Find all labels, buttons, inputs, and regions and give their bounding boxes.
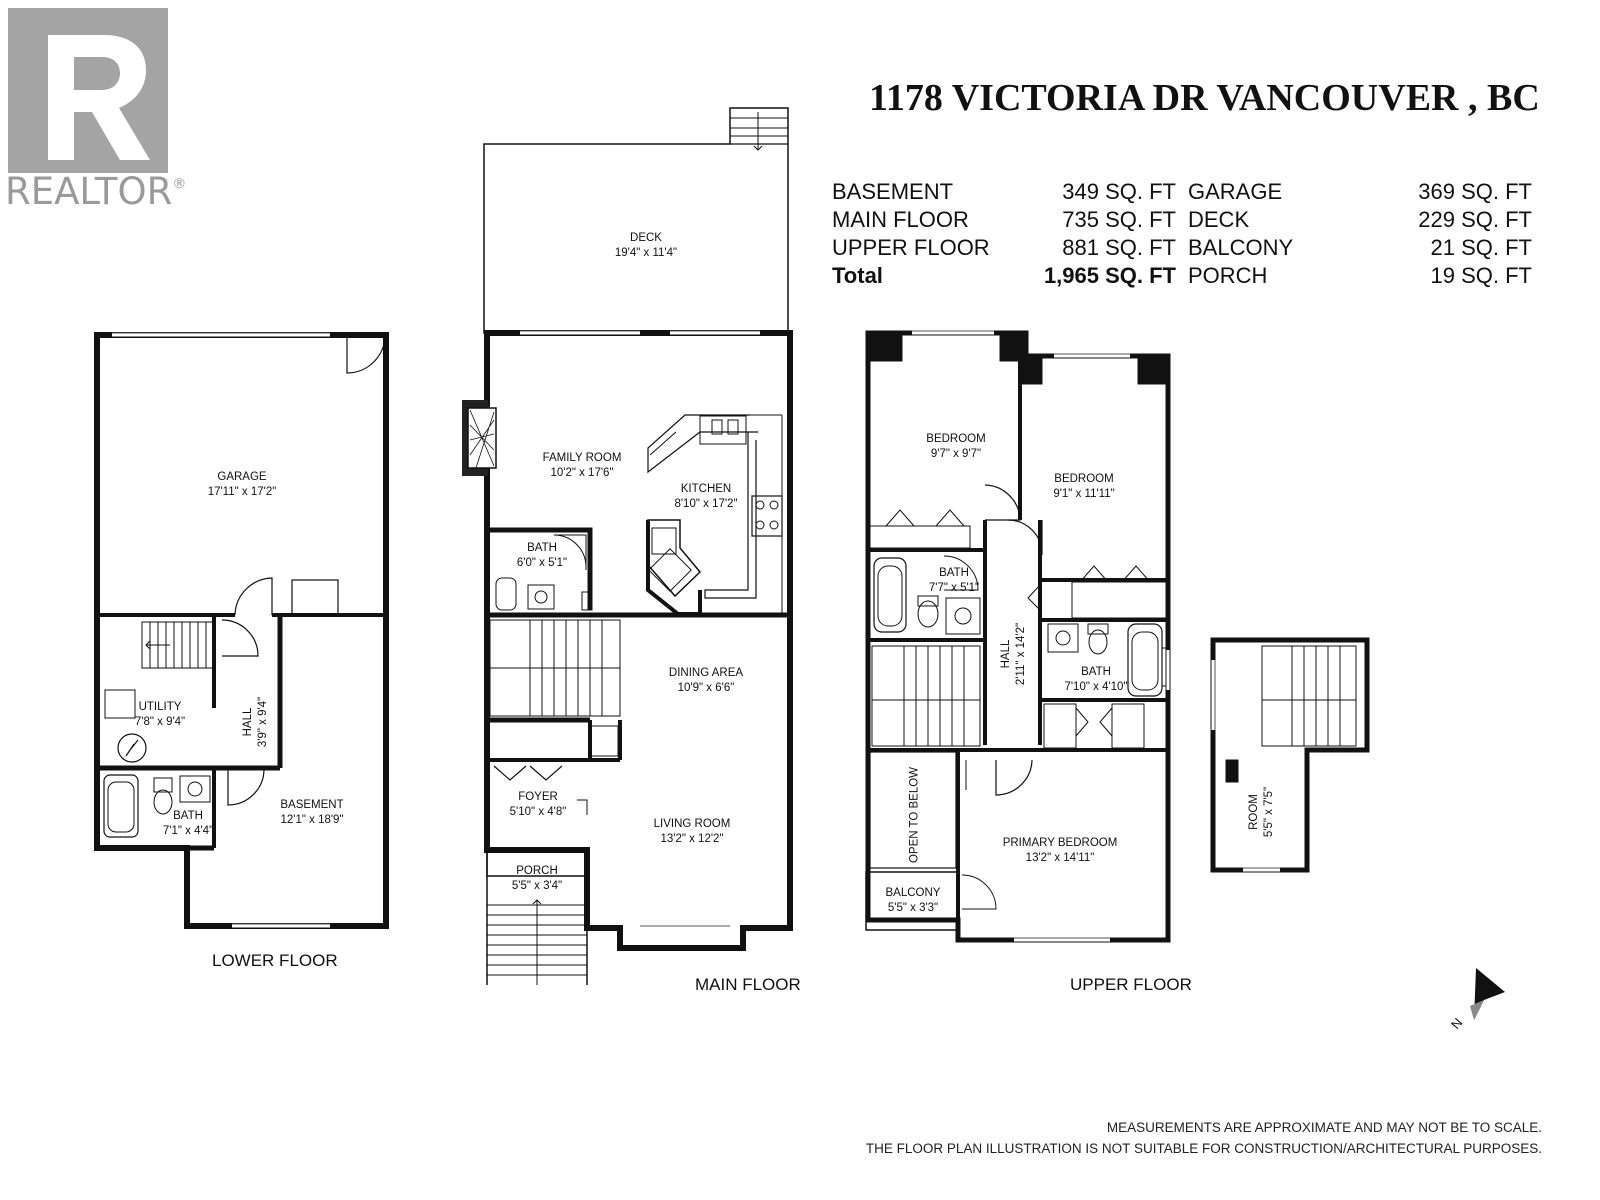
area-row xyxy=(832,234,1532,262)
property-address: 1178 VICTORIA DR VANCOUVER , BC xyxy=(869,77,1540,119)
area-label: DECK xyxy=(1188,207,1250,232)
area-label: BASEMENT xyxy=(832,179,954,204)
main-stairs xyxy=(490,620,620,716)
top-room-stairs xyxy=(1262,646,1356,746)
top-room-plan xyxy=(1213,640,1367,870)
room-label-garage: GARAGE 17'11" x 17'2" xyxy=(207,471,277,498)
north-letter: N xyxy=(1447,1015,1466,1032)
main-floor-label: MAIN FLOOR xyxy=(695,975,801,994)
porch-stairs xyxy=(487,900,587,985)
area-row xyxy=(832,206,1532,234)
room-label-bedroom-1: BEDROOM 9'7" x 9'7" xyxy=(926,433,986,460)
room-label-room: ROOM 5'5" x 7'5" xyxy=(1248,786,1275,838)
lower-floor-label: LOWER FLOOR xyxy=(212,951,338,970)
disclaimer-line: THE FLOOR PLAN ILLUSTRATION IS NOT SUITABLE FOR CONSTRUCTION/ARCHITECTURAL PURPOSES. xyxy=(865,1141,1542,1156)
area-value: 229 SQ. FT xyxy=(1418,207,1532,232)
total-label: Total xyxy=(832,263,883,288)
disclaimer-line: MEASUREMENTS ARE APPROXIMATE AND MAY NOT BE TO SCALE. xyxy=(1106,1120,1542,1135)
room-label-main-bath: BATH 6'0" x 5'1" xyxy=(516,542,568,569)
lower-floor-plan xyxy=(97,333,386,926)
room-label-upper-bath-1: BATH 7'7" x 5'1" xyxy=(928,567,980,594)
room-label-deck: DECK 19'4" x 11'4" xyxy=(614,232,678,259)
area-row xyxy=(832,178,1532,206)
area-value: 735 SQ. FT xyxy=(1062,207,1176,232)
room-label-kitchen: KITCHEN 8'10" x 17'2" xyxy=(674,483,738,510)
disclaimer xyxy=(866,1117,1542,1159)
room-label-upper-hall: HALL 2'11" x 14'2" xyxy=(1000,622,1027,686)
room-label-utility: UTILITY 7'8" x 9'4" xyxy=(134,701,186,728)
room-label-open-to-below: OPEN TO BELOW xyxy=(908,766,921,864)
area-summary-table xyxy=(832,178,1532,290)
area-value: 349 SQ. FT xyxy=(1062,179,1176,204)
room-label-lower-hall: HALL 3'9" x 9'4" xyxy=(242,696,269,748)
upper-floor-label: UPPER FLOOR xyxy=(1070,975,1192,994)
realtor-logo-text: REALTOR® xyxy=(5,170,187,213)
room-label-foyer: FOYER 5'10" x 4'8" xyxy=(509,791,567,818)
room-label-balcony: BALCONY 5'5" x 3'3" xyxy=(885,887,941,914)
area-label: MAIN FLOOR xyxy=(832,207,969,232)
area-value: 19 SQ. FT xyxy=(1430,263,1532,288)
area-value: 881 SQ. FT xyxy=(1062,235,1176,260)
room-label-bedroom-2: BEDROOM 9'1" x 11'11" xyxy=(1053,473,1115,500)
realtor-logo-icon xyxy=(8,8,168,173)
area-label: PORCH xyxy=(1188,263,1268,288)
room-label-lower-bath: BATH 7'1" x 4'4" xyxy=(162,810,214,837)
area-value: 369 SQ. FT xyxy=(1418,179,1532,204)
room-label-basement: BASEMENT 12'1" x 18'9" xyxy=(280,799,344,826)
north-arrow-icon xyxy=(1470,968,1505,1020)
area-label: BALCONY xyxy=(1188,235,1294,260)
upper-stairs xyxy=(872,646,980,746)
area-row xyxy=(832,262,1532,290)
room-label-living-room: LIVING ROOM 13'2" x 12'2" xyxy=(653,818,731,845)
room-label-primary-bedroom: PRIMARY BEDROOM 13'2" x 14'11" xyxy=(1002,837,1118,864)
room-label-dining-area: DINING AREA 10'9" x 6'6" xyxy=(668,667,744,694)
area-label: GARAGE xyxy=(1188,179,1283,204)
area-value: 21 SQ. FT xyxy=(1430,235,1532,260)
lower-stairs xyxy=(142,622,214,668)
room-label-family-room: FAMILY ROOM 10'2" x 17'6" xyxy=(542,452,622,479)
total-value: 1,965 SQ. FT xyxy=(1043,263,1176,288)
room-label-porch: PORCH 5'5" x 3'4" xyxy=(511,865,563,892)
area-label: UPPER FLOOR xyxy=(832,235,990,260)
room-label-upper-bath-2: BATH 7'10" x 4'10" xyxy=(1064,666,1128,693)
